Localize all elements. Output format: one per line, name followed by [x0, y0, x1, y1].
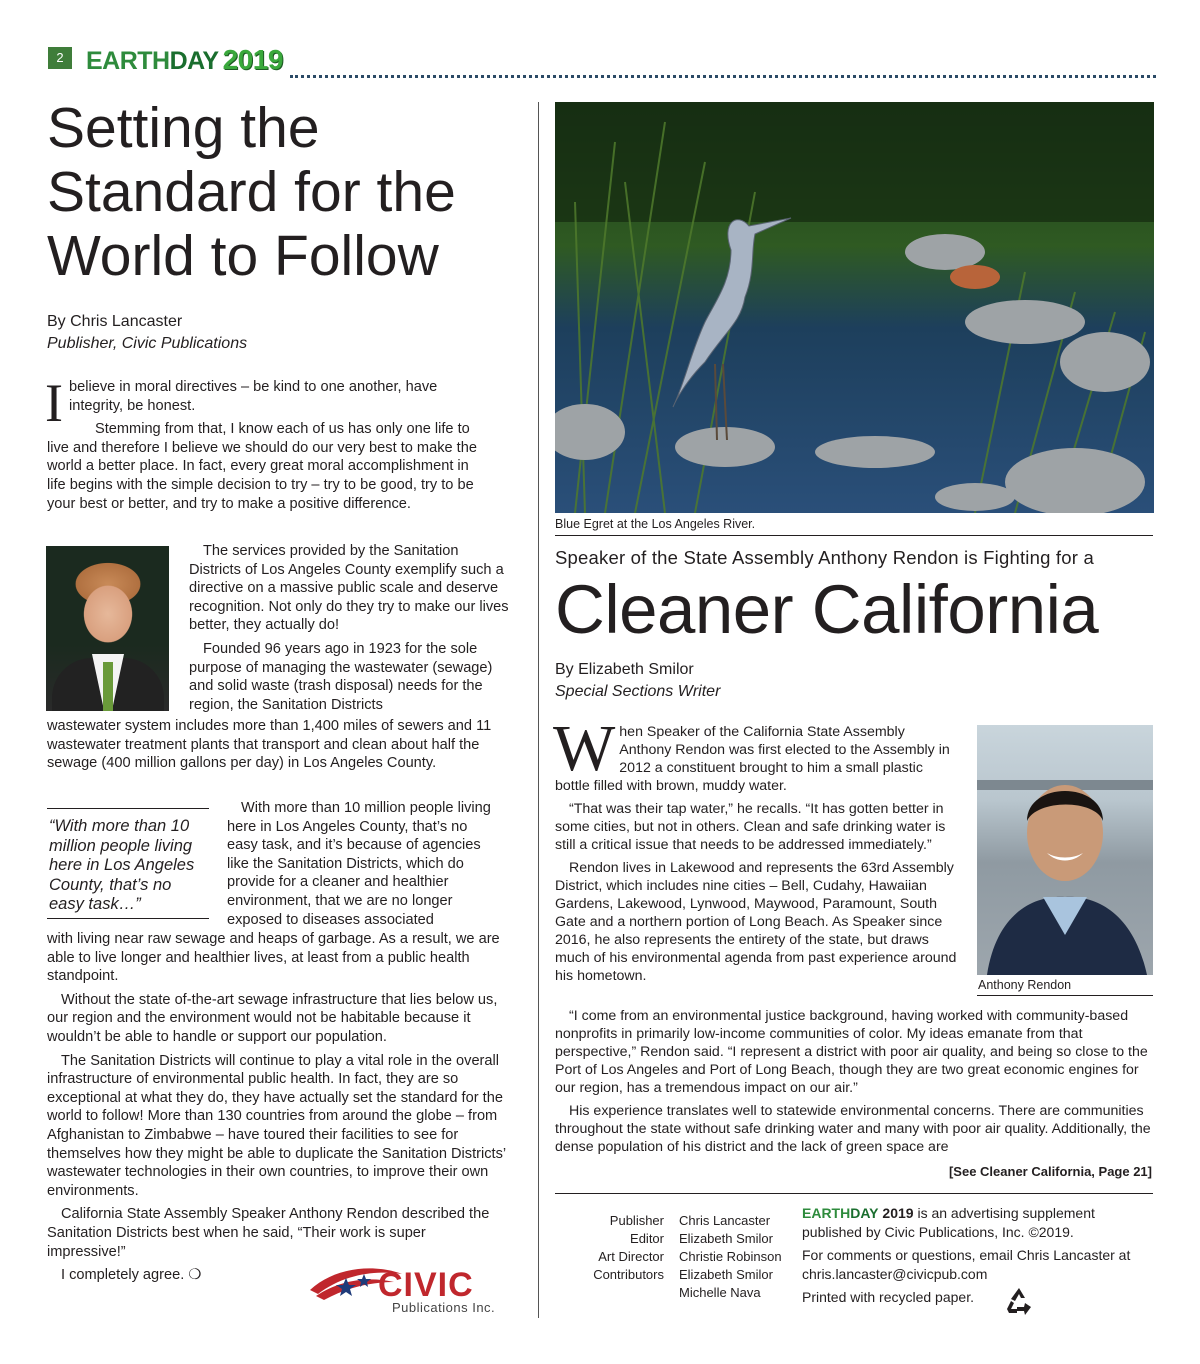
paragraph: wastewater system includes more than 1,400 miles of sewers and 11 wastewater treatment plants that transport and clean about half the sewage (400 million gallons per day) in Los Angeles County.	[47, 718, 492, 772]
article-body	[553, 712, 959, 985]
staff-name: Christie Robinson	[679, 1249, 782, 1264]
paragraph: California State Assembly Speaker Anthony Rendon described the Sanitation Districts best when he said, “Their work is super impressive!”	[47, 1206, 490, 1260]
pull-quote: “With more than 10 million people living here in Los Angeles County, that’s no easy task…”	[49, 817, 195, 913]
paragraph: The services provided by the Sanitation Districts of Los Angeles County exemplify such a directive on a massive public scale and deserve recognition. Not only do they try to make our lives better, they actually do!	[189, 543, 509, 634]
article-headline-cleaner-california: Cleaner California	[555, 571, 1099, 648]
pull-quote-rule-top	[47, 808, 209, 809]
article-body	[47, 930, 507, 1285]
closing-text: I completely agree.	[61, 1267, 185, 1284]
author-name: By Elizabeth Smilor	[555, 661, 694, 678]
author-title: Special Sections Writer	[555, 683, 721, 700]
sidebar-brand-day: DAY	[850, 1205, 879, 1221]
recycled-paper-note: Printed with recycled paper.	[802, 1289, 974, 1305]
paragraph: Founded 96 years ago in 1923 for the sole purpose of managing the wastewater (sewage) and solid waste (trash disposal) needs for the region, the Sanitation Districts	[189, 640, 493, 713]
brand-day: DAY	[169, 47, 219, 75]
column-divider	[538, 102, 539, 1318]
staff-name: Elizabeth Smilor	[679, 1231, 773, 1246]
header-dotted-rule	[290, 75, 1156, 78]
staff-roles	[560, 1212, 664, 1284]
article-body	[47, 717, 507, 773]
paragraph: With more than 10 million people living here in Los Angeles County, that’s no easy task, and it’s because of agencies like the Sanitation Districts, which do provide for a cleaner and healthier environment, that we are no longer exposed to diseases associated	[227, 800, 491, 928]
continued-link[interactable]: [See Cleaner California, Page 21]	[948, 1164, 1152, 1179]
paragraph: believe in moral directives – be kind to one another, have integrity, be honest.	[68, 379, 438, 414]
sidebar-brand-earth: EARTH	[802, 1205, 851, 1221]
paragraph: hen Speaker of the California State Assembly Anthony Rendon was first elected to the Assembly in 2012 a constituent brought to him a small plastic	[619, 724, 950, 776]
article-body-wrap	[227, 799, 499, 929]
paragraph: His experience translates well to statewide environmental concerns. There are communities throughout the state without safe drinking water and many with poor air quality. Additionally, the dense population of his district and the lack of green space are	[555, 1103, 1151, 1155]
staff-names	[679, 1212, 799, 1302]
staff-role: Editor	[630, 1231, 664, 1246]
contact-info: For comments or questions, email Chris Lancaster at chris.lancaster@civicpub.com	[802, 1247, 1131, 1282]
anthony-rendon-photo	[977, 725, 1153, 975]
byline	[555, 659, 720, 703]
earthday-logo	[86, 44, 283, 76]
article-intro	[45, 373, 487, 513]
article-headline	[47, 96, 527, 288]
section-rule	[555, 1193, 1153, 1194]
staff-role: Publisher	[609, 1213, 664, 1228]
sidebar-brand-year: 2019	[882, 1205, 914, 1221]
paragraph: Rendon lives in Lakewood and represents the 63rd Assembly District, which includes nine cities – Bell, Cudahy, Hawaiian Gardens, Lakewood, Lynwood, Maywood, Paramount, South Gate and a northern portion of Long Beach. As Speaker since 2016, he also represents the entirety of the state, but draws much of his environmental agenda from past experience around his hometown.	[555, 860, 957, 984]
drop-cap: W	[553, 712, 616, 785]
pull-quote-rule-bottom	[47, 918, 209, 919]
drop-cap: I	[45, 373, 63, 433]
egret-photo	[555, 102, 1154, 513]
staff-role: Art Director	[598, 1249, 664, 1264]
staff-role: Contributors	[593, 1267, 664, 1282]
staff-name: Elizabeth Smilor	[679, 1267, 773, 1282]
paragraph: “I come from an environmental justice background, having worked with community-based nonprofits in primarily low-income communities of color. My ideas emanate from that perspective,” Rendon said. “I represent a district with poor air quality, and being so close to the Port of Los Angeles and Port of Long Beach, though they are two great economic engines for our region, has a tremendous impact on our air.”	[555, 1008, 1148, 1096]
end-mark: ❍	[188, 1267, 202, 1284]
paragraph: Without the state of-the-art sewage infrastructure that lies below us, our region and the environment would not be habitable because it wouldn’t be able to handle or support our population.	[47, 991, 498, 1045]
headline-line: Standard for the	[47, 160, 456, 224]
headline-line: Setting the	[47, 96, 320, 160]
staff-name: Chris Lancaster	[679, 1213, 771, 1228]
paragraph: bottle filled with brown, muddy water.	[555, 778, 787, 794]
photo-caption: Blue Egret at the Los Angeles River.	[555, 517, 756, 531]
recycle-icon	[1003, 1285, 1035, 1317]
paragraph: The Sanitation Districts will continue to play a vital role in the overall infrastructure of environmental public health. In fact, they are so exceptional at what they do, they have actually set the standard for the world to follow! More than 130 countries from around the globe – from Afghanistan to Zimbabwe – have toured their facilities to see for themselves how they might be able to duplicate the Sanitation Districts’ wastewater technologies in their own countries, to improve their own environments.	[47, 1052, 506, 1199]
logo-tagline: Publications Inc.	[392, 1300, 496, 1315]
page-number: 2	[48, 47, 72, 69]
headline-line: World to Follow	[47, 224, 439, 288]
egret-river-image	[555, 102, 1154, 513]
caption-rule	[977, 995, 1153, 996]
publication-notice: is an advertising supplement published by Civic Publications, Inc. ©2019.	[802, 1205, 1095, 1240]
paragraph: with living near raw sewage and heaps of garbage. As a result, we are able to live longer and healthier lives, at least from a public health standpoint.	[47, 931, 500, 985]
civic-publications-logo	[306, 1260, 526, 1320]
brand-year: 2019	[222, 44, 283, 75]
caption-rule	[555, 535, 1153, 536]
paragraph: Stemming from that, I know each of us has only one life to live and therefore I believe we should do our very best to make the world a better place. In fact, every great moral accomplishment in life begins with the simple decision to try – try to be good, try to be your best or better, and try to make a positive difference.	[47, 421, 477, 512]
chris-lancaster-photo	[46, 546, 169, 711]
brand-earth: EARTH	[86, 47, 170, 75]
staff-name: Michelle Nava	[679, 1285, 761, 1300]
author-name: By Chris Lancaster	[47, 313, 183, 330]
logo-name: CIVIC	[378, 1266, 474, 1304]
byline	[47, 311, 247, 355]
article-body	[555, 1007, 1155, 1156]
rendon-portrait	[977, 725, 1153, 975]
author-title: Publisher, Civic Publications	[47, 335, 248, 352]
publication-info	[802, 1204, 1132, 1307]
photo-caption: Anthony Rendon	[978, 978, 1072, 992]
article-kicker: Speaker of the State Assembly Anthony Rendon is Fighting for a	[555, 547, 1094, 568]
article-body-wrap	[189, 542, 509, 714]
paragraph: “That was their tap water,” he recalls. “It has gotten better in some cities, but not in others. Clean and safe drinking water is still a critical issue that needs to be addressed immediately.”	[555, 801, 946, 853]
